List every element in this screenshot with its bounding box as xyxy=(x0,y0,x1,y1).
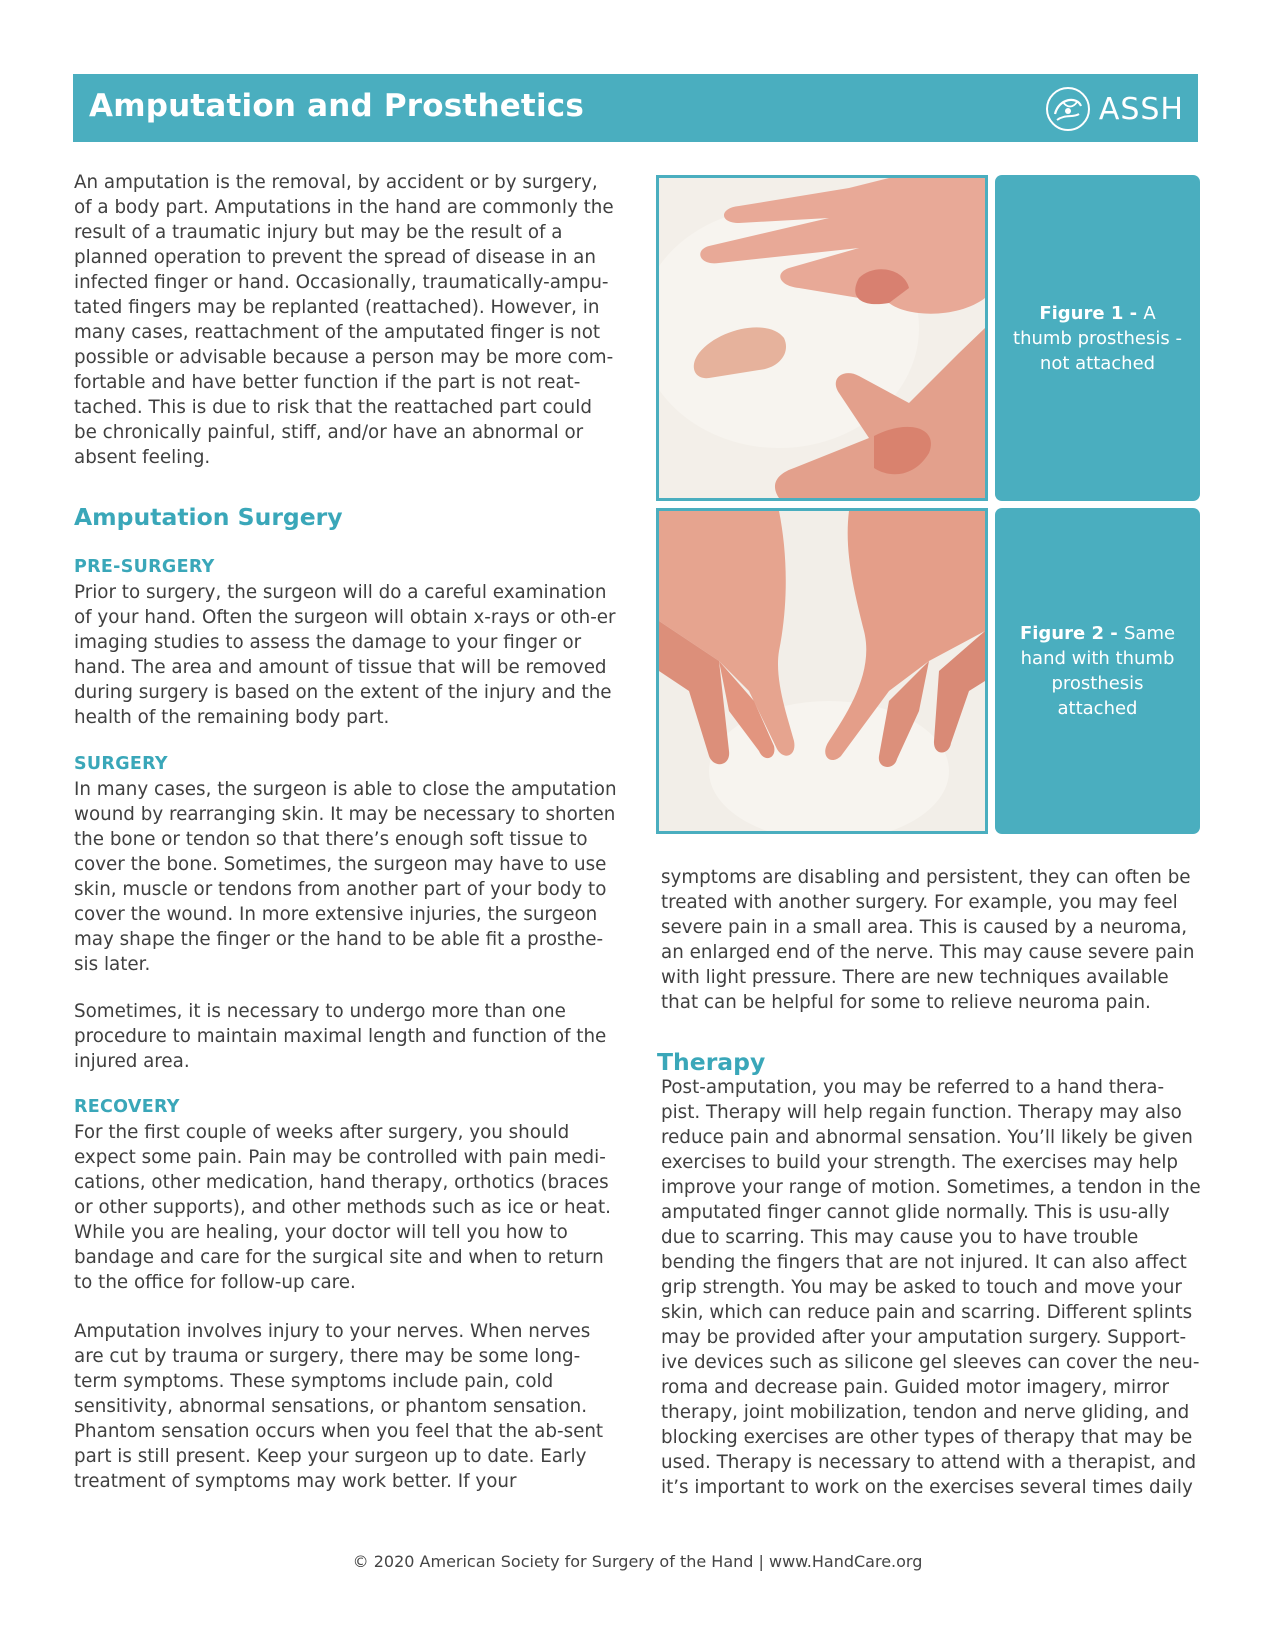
figure-1-photo xyxy=(656,175,988,501)
surgery-heading: SURGERY xyxy=(74,754,168,774)
intro-paragraph: An amputation is the removal, by accident or by surgery, of a body part. Amputations in the hand are commonly the result of a traumatic injury but may be the result of a planned operation to prevent the spread of disease in an infected finger or hand. Occasionally, traumatically-ampu-tated fingers may be replanted (reattached). However, in many cases, reattachment of the amputated finger is not possible or advisable because a person may be more com-fortable and have better function if the part is not reat-tached. This is due to risk that the reattached part could be chronically painful, stiff, and/or have an abnormal or absent feeling. xyxy=(74,172,614,468)
therapy-heading: Therapy xyxy=(657,1048,766,1076)
surgery-text: In many cases, the surgeon is able to close the amputation wound by rearranging skin. It may be necessary to shorten the bone or tendon so that there’s enough soft tissue to cover the bone. Sometimes, the surgeon may have to use skin, muscle or tendons from another part of your body to cover the wound. In more extensive injuries, the surgeon may shape the finger or the hand to be able fit a prosthe-sis later. xyxy=(74,779,617,975)
recovery-heading: RECOVERY xyxy=(74,1097,180,1117)
pre-surgery-text: Prior to surgery, the surgeon will do a careful examination of your hand. Often the surgeon will obtain x-rays or oth-er imaging studies to assess the damage to your finger or hand. The area and amount of tissue that will be removed during surgery is based on the extent of the injury and the health of the remaining body part. xyxy=(74,582,616,728)
figure-1-caption-text: A thumb prosthesis - not attached xyxy=(1013,302,1182,374)
figure-2-caption-text: Same hand with thumb prosthesis attached xyxy=(1020,623,1176,719)
assh-logo xyxy=(1043,84,1184,134)
figure-2-label: Figure 2 - xyxy=(1019,623,1124,644)
recovery-text: For the first couple of weeks after surgery, you should expect some pain. Pain may be controlled with pain medi-cations, other medication, hand therapy, orthotics (braces or other supports), and other methods such as ice or heat. While you are healing, your doctor will tell you how to bandage and care for the surgical site and when to return to the office for follow-up care. xyxy=(74,1122,611,1293)
page-header xyxy=(73,74,1198,142)
amputation-surgery-heading: Amputation Surgery xyxy=(74,503,343,531)
assh-logo-icon xyxy=(1043,84,1093,134)
figure-1-label: Figure 1 - xyxy=(1039,302,1144,324)
logo-text: ASSH xyxy=(1098,91,1184,127)
pre-surgery-heading: PRE-SURGERY xyxy=(74,557,215,577)
therapy-text: Post-amputation, you may be referred to a hand thera-pist. Therapy will help regain function. Therapy may also reduce pain and abnormal sensation. You’ll likely be given exercises to build your strength. The exercises may help improve your range of motion. Sometimes, a tendon in the amputated finger cannot glide normally. This is usu-ally due to scarring. This may cause you to have trouble bending the fingers that are not injured. It can also affect grip strength. You may be asked to touch and move your skin, which can reduce pain and scarring. Different splints may be provided after your amputation surgery. Support-ive devices such as silicone gel sleeves can cover the neu-roma and decrease pain. Guided motor imagery, mirror therapy, joint mobilization, tendon and nerve gliding, and blocking exercises are other types of therapy that may be used. Therapy is necessary to attend with a therapist, and it’s important to work on the exercises several times daily xyxy=(661,1077,1201,1498)
neuroma-continuation-text: symptoms are disabling and persistent, they can often be treated with another surgery. For example, you may feel severe pain in a small area. This is caused by a neuroma, an enlarged end of the nerve. This may cause severe pain with light pressure. There are new techniques available that can be helpful for some to relieve neuroma pain. xyxy=(661,867,1195,1013)
page-footer: © 2020 American Society for Surgery of the Hand | www.HandCare.org xyxy=(352,1552,923,1571)
figure-2-photo xyxy=(656,508,988,834)
surgery-text-2: Sometimes, it is necessary to undergo more than one procedure to maintain maximal length and function of the injured area. xyxy=(74,1001,607,1072)
recovery-text-2: Amputation involves injury to your nerves. When nerves are cut by trauma or surgery, there may be some long-term symptoms. These symptoms include pain, cold sensitivity, abnormal sensations, or phantom sensation. Phantom sensation occurs when you feel that the ab-sent part is still present. Keep your surgeon up to date. Early treatment of symptoms may work better. If your xyxy=(74,1321,604,1492)
figure-2-caption xyxy=(995,508,1200,834)
page-title: Amputation and Prosthetics xyxy=(89,88,585,124)
figure-1-caption xyxy=(995,175,1200,501)
